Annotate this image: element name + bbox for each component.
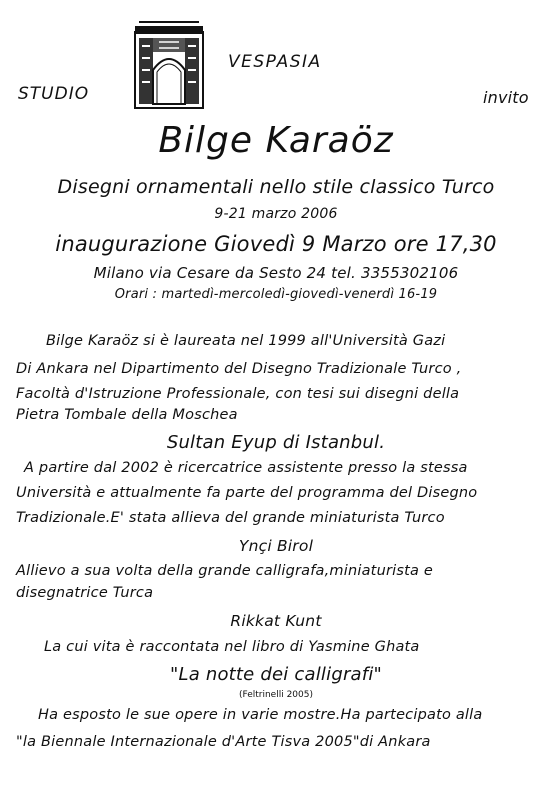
bio-line: Università e attualmente fa parte del programma del Disegno xyxy=(16,485,478,501)
artist-title: Bilge Karaöz xyxy=(158,120,394,161)
inauguration-line: inaugurazione Giovedì 9 Marzo ore 17,30 xyxy=(55,232,497,256)
bio-line: A partire dal 2002 è ricercatrice assistente presso la stessa xyxy=(24,460,468,476)
bio-line: Bilge Karaöz si è laureata nel 1999 all'Università Gazi xyxy=(46,333,446,349)
bio-line: Allievo a sua volta della grande calligrafa,miniaturista e xyxy=(16,563,434,579)
publisher-note: (Feltrinelli 2005) xyxy=(239,690,313,700)
exhibition-subtitle: Disegni ornamentali nello stile classico Turco xyxy=(57,176,495,198)
bio-line: disegnatrice Turca xyxy=(16,585,154,601)
bio-line: La cui vita è raccontata nel libro di Yasmine Ghata xyxy=(44,639,420,655)
calligrapher-name: Rikkat Kunt xyxy=(230,612,322,630)
gallery-name: VESPASIA xyxy=(228,52,322,72)
arch-gate-icon xyxy=(133,18,205,110)
exhibition-dates: 9-21 marzo 2006 xyxy=(214,206,338,222)
bio-line: Pietra Tombale della Moschea xyxy=(16,407,238,423)
invito-label: invito xyxy=(483,88,529,107)
studio-label: STUDIO xyxy=(18,84,90,104)
bio-line: "la Biennale Internazionale d'Arte Tisva 2005"di Ankara xyxy=(16,734,431,750)
mosque-name: Sultan Eyup di Istanbul. xyxy=(166,432,386,453)
bio-line: Ha esposto le sue opere in varie mostre.Ha partecipato alla xyxy=(38,707,483,723)
teacher-name: Ynçi Birol xyxy=(238,537,314,555)
bio-line: Di Ankara nel Dipartimento del Disegno Tradizionale Turco , xyxy=(16,361,462,377)
opening-hours: Orari : martedì-mercoledì-giovedì-venerdì 16-19 xyxy=(114,287,438,302)
book-title: "La notte dei calligrafi" xyxy=(169,664,383,685)
address-line: Milano via Cesare da Sesto 24 tel. 3355302106 xyxy=(93,264,459,282)
bio-line: Tradizionale.E' stata allieva del grande miniaturista Turco xyxy=(16,510,445,526)
bio-line: Facoltà d'Istruzione Professionale, con tesi sui disegni della xyxy=(16,386,460,402)
